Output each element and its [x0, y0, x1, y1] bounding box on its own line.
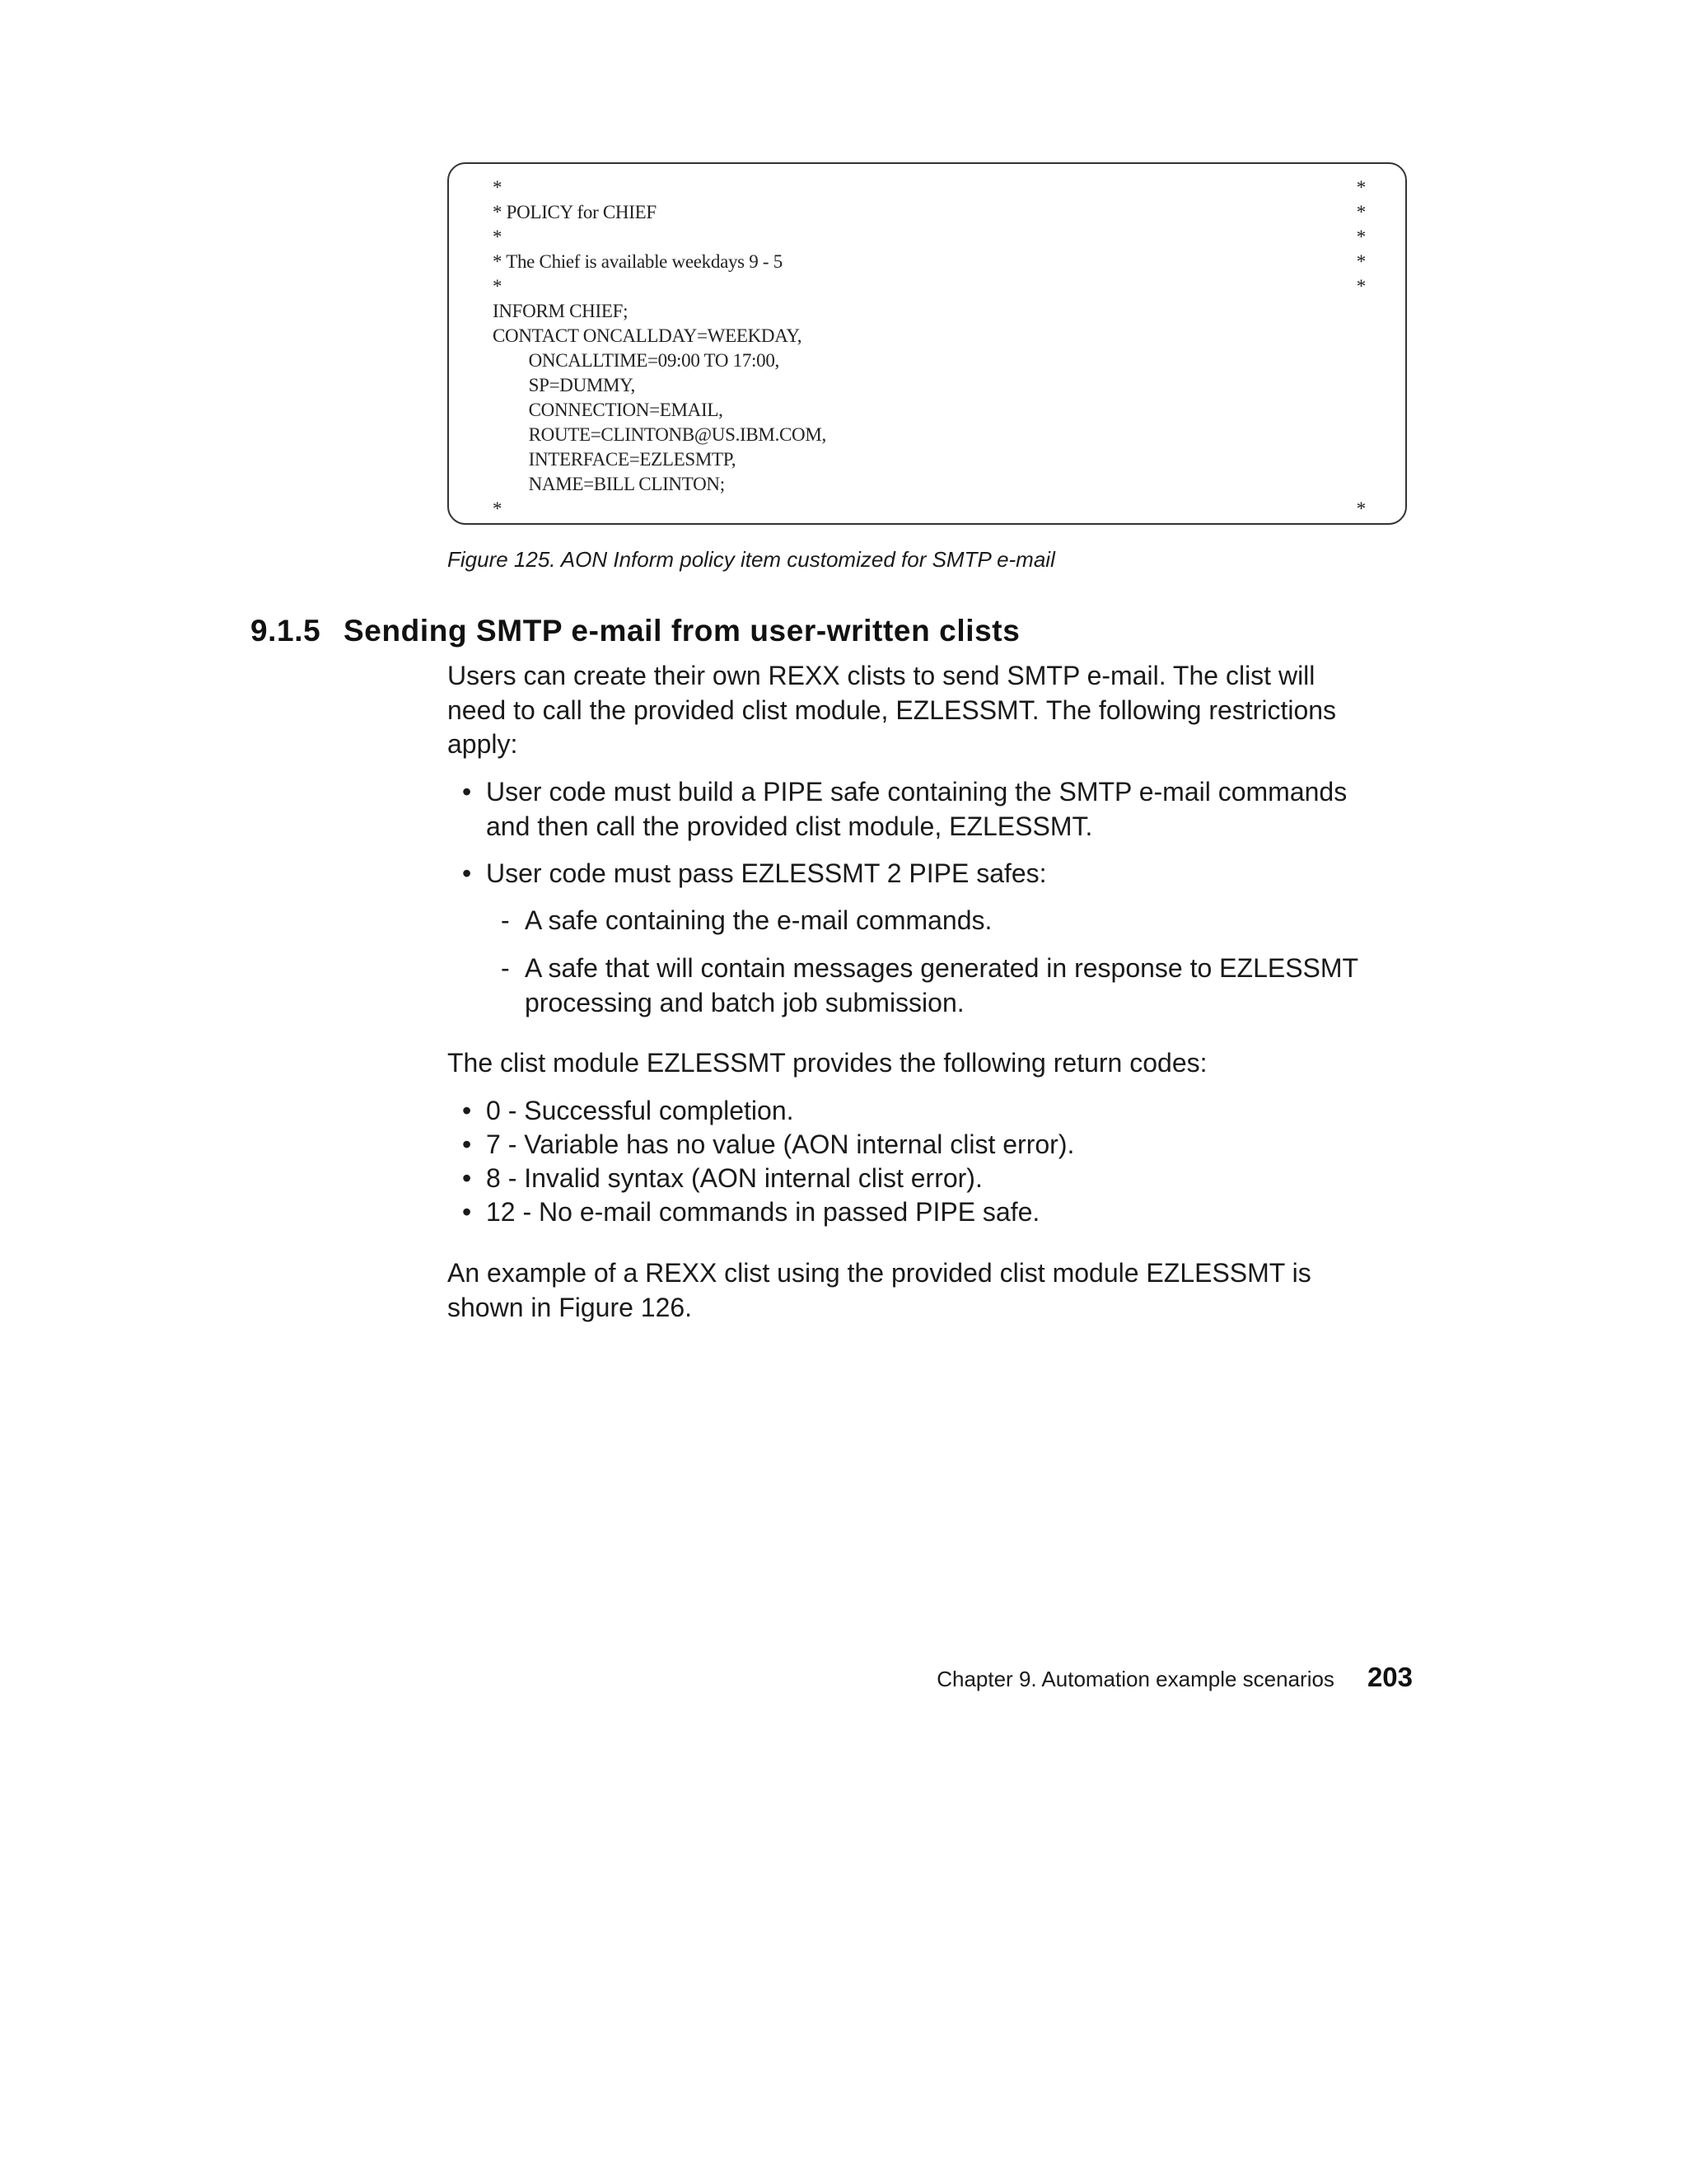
list-item: • 8 - Invalid syntax (AON internal clist error). — [462, 1162, 1418, 1196]
code-line: CONNECTION=EMAIL, — [493, 400, 723, 420]
section-number: 9.1.5 — [250, 614, 321, 648]
bullet-mark: • — [462, 1096, 472, 1125]
bullet-mark: • — [462, 777, 472, 807]
example-paragraph: An example of a REXX clist using the provided clist module EZLESSMT is shown in Figure 126. — [447, 1258, 1311, 1322]
page-number: 203 — [1367, 1662, 1413, 1692]
code-line: ROUTE=CLINTONB@US.IBM.COM, — [493, 424, 826, 445]
list-item: • User code must pass EZLESSMT 2 PIPE safes: — [462, 857, 1418, 891]
intro-paragraph: Users can create their own REXX clists to send SMTP e-mail. The clist will need to call the provided clist module, EZLESSMT. The following restrictions apply: — [447, 661, 1337, 759]
list-item: • 0 - Successful completion. — [462, 1094, 1418, 1129]
section-title: Sending SMTP e-mail from user-written clists — [343, 614, 1021, 648]
bullet-mark: • — [462, 1197, 472, 1227]
sub-list-item: - A safe containing the e-mail commands. — [501, 904, 1419, 938]
code-line: * * — [493, 276, 1366, 297]
code-line: INTERFACE=EZLESMTP, — [493, 449, 736, 470]
code-line: * * — [493, 177, 1366, 198]
list-item: • 7 - Variable has no value (AON internal clist error). — [462, 1128, 1418, 1162]
dash-mark: - — [501, 953, 510, 983]
code-line: INFORM CHIEF; — [493, 301, 629, 321]
page-footer — [923, 1662, 1413, 1693]
bullet-mark: • — [462, 858, 472, 888]
chapter-title: Chapter 9. Automation example scenarios — [937, 1667, 1334, 1691]
code-line: * POLICY for CHIEF * — [493, 202, 1366, 222]
bullet-mark: • — [462, 1129, 472, 1159]
dash-mark: - — [501, 905, 510, 935]
code-line: NAME=BILL CLINTON; — [493, 474, 725, 494]
sub-list-item: - A safe that will contain messages generated in response to EZLESSMT processing and batch job submission. — [501, 953, 1359, 1017]
bullet-mark: • — [462, 1163, 472, 1193]
code-line: SP=DUMMY, — [493, 375, 635, 395]
return-codes-intro: The clist module EZLESSMT provides the following return codes: — [447, 1048, 1208, 1078]
section-heading — [250, 614, 1020, 648]
code-line: * The Chief is available weekdays 9 - 5 * — [493, 251, 1366, 272]
code-line: * * — [493, 498, 1366, 519]
code-line: * * — [493, 227, 1366, 247]
list-item: • User code must build a PIPE safe containing the SMTP e-mail commands and then call the provided clist module, EZLESSMT. — [462, 777, 1348, 841]
figure-caption: Figure 125. AON Inform policy item customized for SMTP e-mail — [447, 547, 1055, 572]
code-line: ONCALLTIME=09:00 TO 17:00, — [493, 350, 779, 371]
code-figure-box — [447, 162, 1407, 525]
list-item: • 12 - No e-mail commands in passed PIPE safe. — [462, 1195, 1418, 1230]
code-line: CONTACT ONCALLDAY=WEEKDAY, — [493, 325, 802, 346]
